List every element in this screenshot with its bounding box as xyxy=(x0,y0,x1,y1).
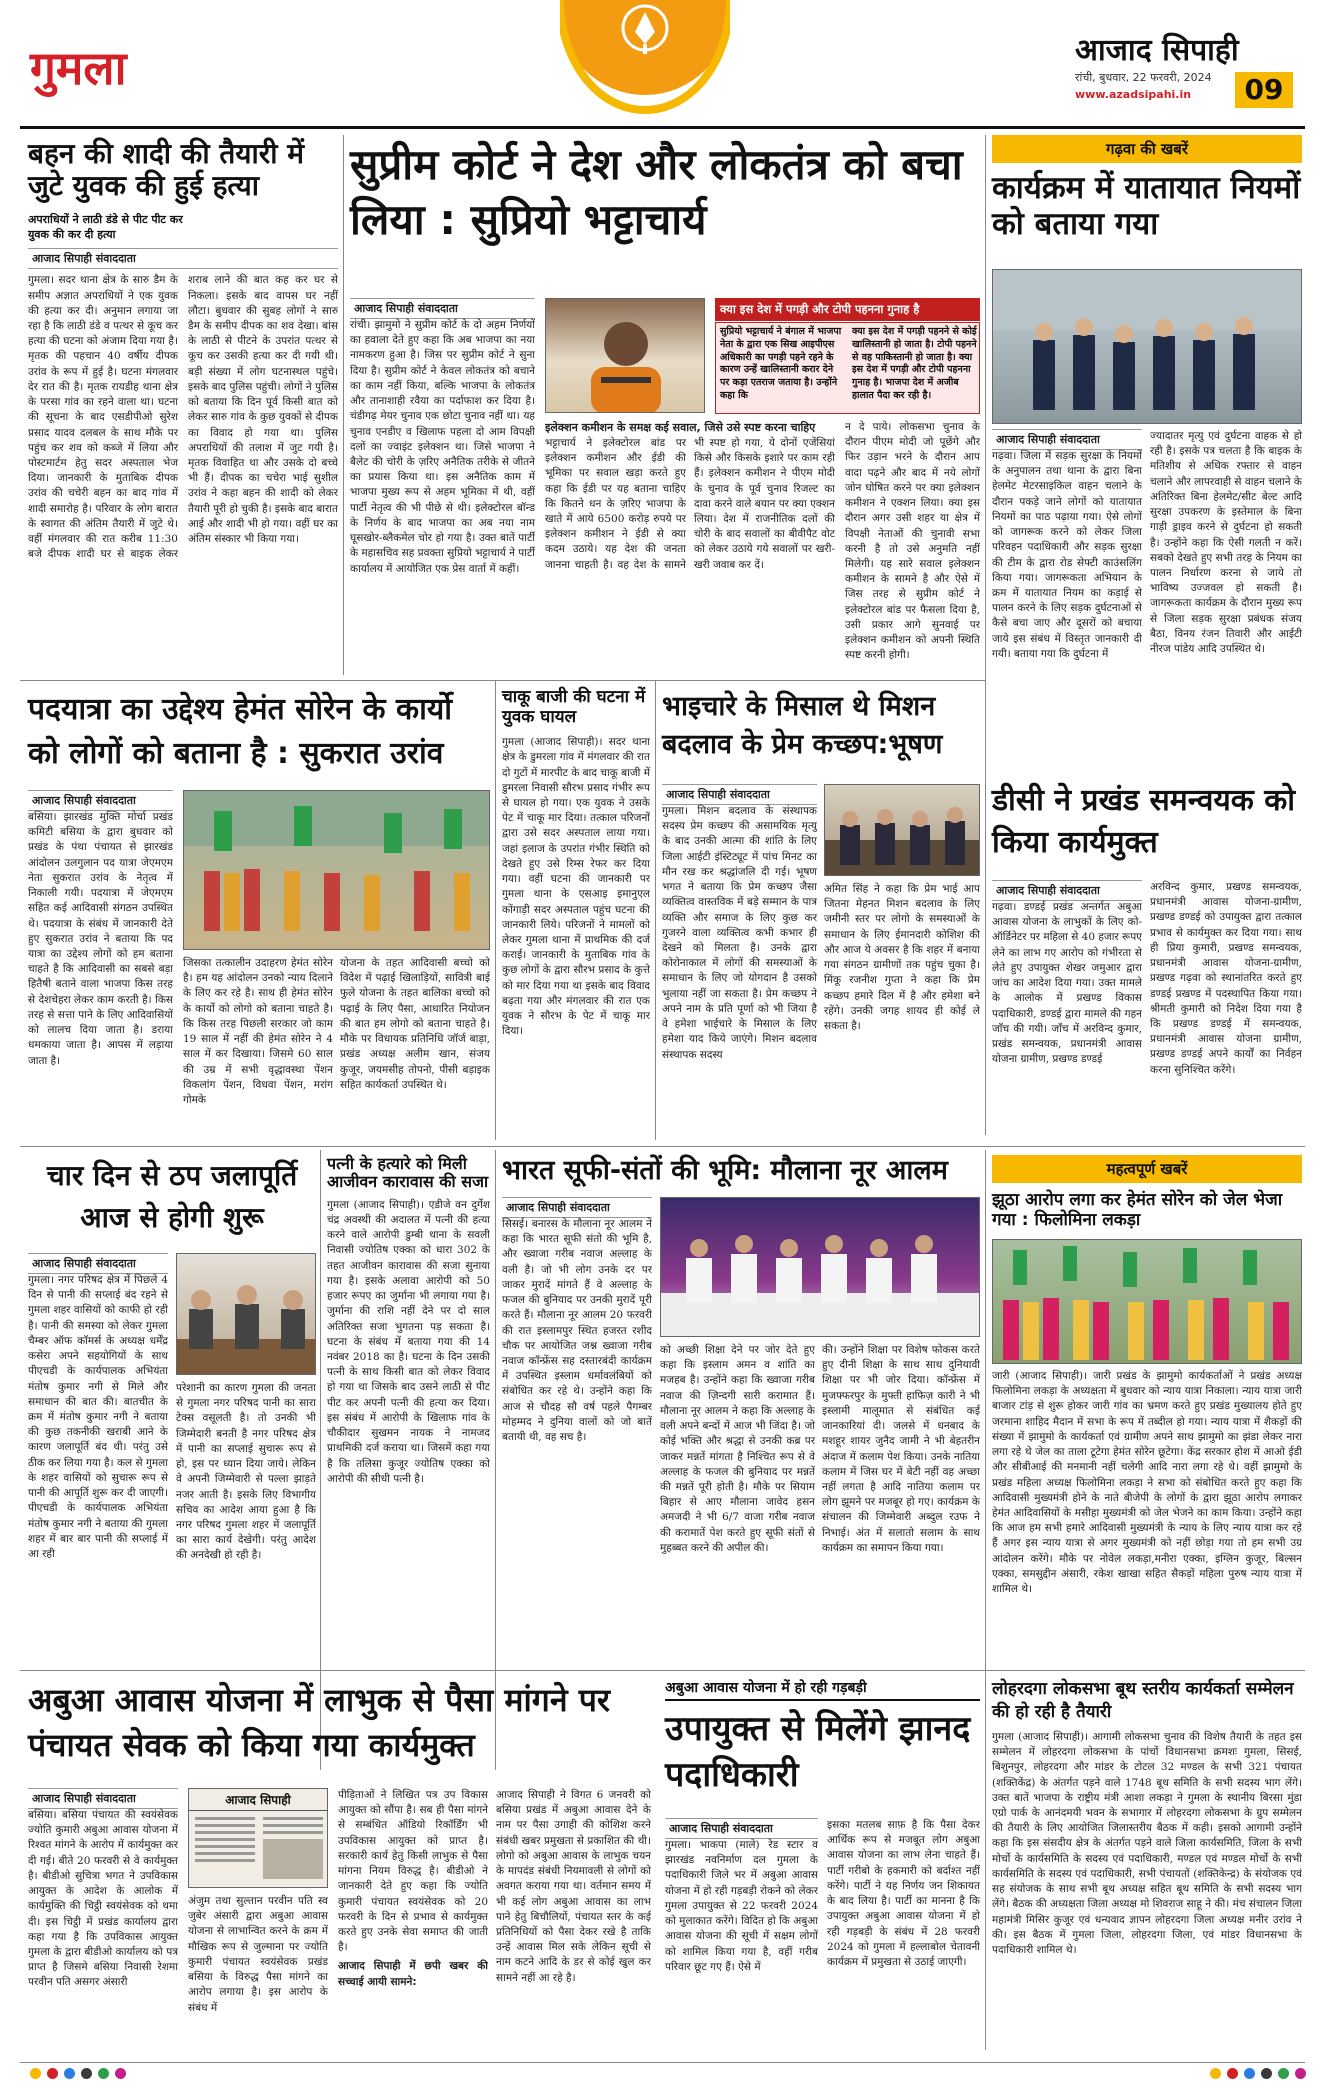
headline: झूठा आरोप लगा कर हेमंत सोरेन को जेल भेजा गया : फिलोमिना लकड़ा xyxy=(992,1190,1283,1230)
conference-photo xyxy=(660,1197,980,1337)
byline: आजाद सिपाही संवाददाता xyxy=(992,429,1142,450)
tribute-photo xyxy=(824,784,980,876)
article-body-2: जिसका तत्कालीन उदाहरण हेमंत सोरेन है। हम यह आंदोलन उनको न्याय दिलाने के लिए कर रहे है। साथ ही हेमंत सोरेन के कार्यो को लोगो को बताना चाहते है। कि किस तरह पिछली सरकार जो काम 19 साल में नहीं की हेमंत सोरेन ने 4 साल में कर दिखाया। जिसमे 60 साल की उम्र में सभी वृद्धावस्था पेंशन विकलांग पेंशन, विधवा पेंशन, मरांग गोमके xyxy=(183,957,333,1106)
article-body: गुमला (आजाद सिपाही)। सदर थाना क्षेत्र के डुमरला गांव में मंगलवार की रात दो गुटों में मारपीट के बाद चाकू बाजी में डुमरला निवासी सौरभ प्रसाद गंभीर रूप से घायल हो गया। एक युवक ने उसके पेट में चाकू मार दिया। तत्काल परिजनों द्वारा उसे सदर अस्पताल लाया गया। जहां इलाज के उपरांत गंभीर स्थिति को देखते हुए उसे रिम्स रेफर कर दिया गया। वहीं घटना की जानकारी पर गुमला थाना के एसआइ इमानुएल कोंगाड़ी सदर अस्पताल पहुंच घटना की जानकारी लिये। परिजनों ने मामलों को लेकर गुमला थाना में प्राथमिक की दर्ज कराई। जानकारी के मुताबिक गांव के कुछ लोगों के द्वारा सौरभ प्रसाद के कुत्ते को मार दिया गया था इसके बाद विवाद बढ़ता गया और मंगलवार की रात एक युवक ने सौरभ के पेट में चाकू मार दिया। xyxy=(502,736,650,1038)
byline: आजाद सिपाही संवाददाता xyxy=(28,248,338,269)
article-body: गुमला (आजाद सिपाही)। आगामी लोकसभा चुनाव की विशेष तैयारी के तहत इस सम्मेलन में लोहरदगा लोकसभा के पांचों विधानसभा क्रमशः गुमला, सिसई, बिशुनपुर, लोहरदगा और मांडर के टोटल 32 मण्डल के सभी 321 पंचायत (शक्तिकेंद्र) के अंतर्गत पड़ने वाले 1748 बूथ समिति के सभी सदस्य भाग लेंगे। उक्त बातें भाजपा के राष्ट्रीय मंत्री आशा लकड़ा ने गुमला के स्थानीय बिरसा मुंडा एग्रो पार्क के आनंदमयी भवन के सभागार में लोहरदगा लोकसभा के ग्रुप सम्मेलन की तैयारी के लिए आयोजित जिलास्तरीय बैठक में कही। इसको आगामी उन्होंने कहा कि इस संसदीय क्षेत्र के अंतर्गत पड़ने वाले जिला कार्यसमिति, जिला के सभी मोर्चो के कार्यसमिति के सदस्य एवं पदाधिकारी, मण्डल एवं मण्डल मोर्चो के सभी कार्यसमिति के सदस्य एवं पदाधिकारी, सभी पंचायतों (शक्तिकेन्द्र) के संयोजक एवं सह संयोजक के साथ सभी बूथ अध्यक्ष सहित बूथ समिति के सभी सदस्य भाग लेंगे। बैठक की अध्यक्षता जिला अध्यक्ष मो शिवराज साहू ने की। मंच संचालन जिला महामंत्री मिसिर कुजूर एवं धन्यवाद ज्ञापन लोहरदगा जिला अध्यक्ष मनीर उरांव ने की। इस बैठक में गुमला जिला, लोहरदगा जिला, एवं मांडर विधानसभा के पदाधिकारी शामिल थे। xyxy=(992,1730,1302,1956)
sub-headline: इलेक्शन कमीशन के समक्ष कई सवाल, जिसे उसे स्पष्ट करना चाहिए xyxy=(545,421,816,434)
article-body: जारी (आजाद सिपाही)। जारी प्रखंड के झामुमो कार्यकर्ताओं ने प्रखंड अध्यक्ष फिलोमिना लकड़ा के अध्यक्षता में बुधवार को न्याय यात्रा निकाला। न्याय यात्रा जारी बाजार टांड़ से शुरू होकर जारी गांव का भ्रमण करते हुए प्रखंड मुख्यालय होते हुए जरमाना शाहिद मैदान में सभा के रूप में तब्दील हो गया। न्याय यात्रा में शैकड़ों की संख्या में झामुमो के कार्यकर्ता एवं ग्रामीण अपने साथ झामुमो का झंडा लेकर नारा लगा रहे थे जेल का ताला टूटेगा हेमंत सोरेन छूटेगा। केंद्र सरकार होश में आओ ईडी और सीबीआई की मनमानी नहीं चलेगी आदि नारा लगा रहे थे। वहीं झामुमो के प्रखंड महिला अध्यक्ष फिलोमिना लकड़ा ने सभा को संबोधित करते हुए कहा कि आदिवासी मुख्यमंत्री होने के नाते बीजेपी के लोगों के द्वारा झूठा आरोप लगाकर हेमंत आदिवासियों के मसीहा मुख्यमंत्री को जेल भेजने का काम किया। उन्होंने कहा कि आज हम सभी हमारे आदिवासी मुख्यमंत्री के न्याय के लिए न्याय यात्रा कर रहे हैं अगर इस न्याय यात्रा से अगर मुख्यमंत्री को नहीं छोड़ा गया तो हम सभी उग्र आंदोलन करेंगे। मौके पर नोवेल लकड़ा,मनीरा एक्का, इग्लिन कुजूर, बिल्सन एक्का, समसुद्दीन अंसारी, रकेश खाखा सहित सैकड़ों महिला पुरुष न्याय यात्रा में शामिल थे। xyxy=(992,1370,1302,1596)
article-body-3 xyxy=(338,1788,488,2058)
masthead-pen-icon xyxy=(560,0,730,120)
meeting-photo xyxy=(176,1253,316,1375)
paper-name: आजाद सिपाही xyxy=(1075,33,1239,68)
headline: चार दिन से ठप जलापूर्ति आज से होगी शुरू xyxy=(46,1159,298,1234)
article-body-2: अरविन्द कुमार, प्रखण्ड समन्वयक, प्रधानमंत्री आवास योजना-ग्रामीण, प्रखण्ड डण्डई को उपायुक्त द्वारा तत्काल प्रभाव से कार्यमुक्त कर दिया गया। साथ ही प्रिया कुमारी, प्रखण्ड समन्वयक, प्रधानमंत्री आवास योजना-ग्रामीण, प्रखण्ड गढ़वा को स्थानांतरित करते हुए डण्डई प्रखण्ड में पदस्थापित किया गया। श्रीमती कुमारी को निदेश दिया गया है कि प्रखण्ड डण्डई में समन्वयक, प्रधानमंत्री आवास योजना ग्रामीण, प्रखण्ड डण्डई अपने कार्यों का निर्वहन करना सुनिश्चित करेंगे। xyxy=(1150,881,1302,1076)
article-body-3: योजना के तहत आदिवासी बच्चो को विदेश में पढ़ाई खिलाड़ियों, सावित्री बाई फुले योजना के तहत बालिका बच्चो को पढ़ाई के लिए पैसा, आधारित नियोजन की बात हम लोगो को बताना चाहते है। मौके पर विधायक प्रतिनिधि जॉर्ज बाड़ा, प्रखंड अध्यक्ष अलीम खान, संजय कुजूर, जयमसीह तोपनो, पीसी बड़ाइक सहित कार्यकर्ता उपस्थित थे। xyxy=(340,957,490,1091)
clip-title: आजाद सिपाही xyxy=(189,1789,327,1811)
headline: पत्नी के हत्यारे को मिली आजीवन कारावास की सजा xyxy=(327,1154,489,1192)
footer-dot xyxy=(98,2068,109,2079)
headline: पदयात्रा का उद्देश्य हेमंत सोरेन के कार्यो को लोगों को बताना है : सुकरात उरांव xyxy=(28,692,453,771)
byline: आजाद सिपाही संवाददाता xyxy=(350,298,535,319)
article-body: बसिया। बसिया पंचायत की स्वयंसेवक ज्योति कुमारी अबुआ आवास योजना में रिश्वत मांगने के आरोप में कार्यमुक्त कर दी गई। बीते 20 फरवरी से वे कार्यमुक्त है। बीडीओ सुचित्रा भगत ने उपविकास आयुक्त के आदेश के आलोक में कार्यमुक्ति की चिट्ठी स्वयंसेवक को थमा दी। इस चिट्ठी में प्रखंड कार्यालय द्वारा कहा गया है कि उपविकास आयुक्त गुमला के द्वारा बीडीओ कार्यालय को पत्र प्राप्त है जिसमे बसिया निवासी रेशमा परवीन पति असगर अंसारी xyxy=(28,1809,178,1989)
speaker-photo xyxy=(545,298,705,413)
article-12 xyxy=(28,1678,653,2058)
byline: आजाद सिपाही संवाददाता xyxy=(665,1818,818,1839)
article-10 xyxy=(502,1155,980,1665)
article-1 xyxy=(28,138,338,678)
masthead xyxy=(0,0,1325,128)
footer-dot xyxy=(1261,2068,1272,2079)
yatra-photo xyxy=(992,1239,1302,1364)
quote-right: क्या इस देश में पगड़ी पहनने से कोई खालिस्तानी हो जाता है। टोपी पहनने से वह पाकिस्तानी हो जाता है। क्या इस देश में पगड़ी और टोपी पहनना गुनाह है। भाजपा देश में अजीब हालात पैदा कर रही है। xyxy=(852,326,977,402)
newspaper-clipping xyxy=(188,1788,328,1888)
article-11 xyxy=(992,1155,1302,1665)
deck: अपराधियों ने लाठी डंडे से पीट पीट कर युवक की कर दी हत्या xyxy=(28,213,183,242)
article-body: गुमला (आजाद सिपाही)। एडीजे वन दुर्गेश चंद्र अवस्थी की अदालत में पत्नी की हत्या करने वाले आरोपी डुम्बी थाना के सवली निवासी ज्योतिष एक्का को धारा 302 के तहत आजीवन कारावास की सजा सुनाया गया है। इसके अलावा आरोपी को 50 हजार रूपए का जुर्माना भी लगाया गया है। जुर्माना की राशि नहीं देने पर दो साल अतिरिक्त सजा भुगतना पड़ सकता है। घटना के संबंध में बताया गया की 14 नवंबर 2018 का है। घटना के दिन उसकी पत्नी के साथ किसी बात को लेकर विवाद हो गया था जिसके बाद उसने लाठी से पीट पीट कर अपनी पत्नी की हत्या कर दिया। इस संबंध में आरोपी के खिलाफ गांव के चौकीदार सुखमन नायक ने नामजद प्राथमिकी दर्ज कराया था। जिसमें कहा गया है कि तलिसा कुजूर ज्योतिष एक्का को आरोपी की सीधी पत्नी है। xyxy=(327,1198,490,1485)
body-text: भट्टाचार्य ने इलेक्टोरल बांड पर इलेक्शन कमीशन और ईडी की भूमिका पर सवाल खड़ा करते हुए कहा कि ईडी पर यह बताना चाहिए कि कितने धन के ज़रिए भाजपा के खाते में आये 6500 करोड़ रुपये पर इलेक्शन कमीशन ने ईडी से क्या कदम उठाये। यह देश की जनता जानना चाहती है। वह देश के सामने भी स्पष्ट हो गया, ये दोनों एजेंसियां किसे और किसके इशारे पर काम रही हैं। इलेक्शन कमीशन ने पीएम मोदी के चुनाव के पूर्व चुनाव रिजल्ट का दावा करने वाले बयान पर क्या एक्शन लिया। देश में राजनीतिक दलों की चोरी के बाद सवालों का बीवीपैट वोट को लेकर उठाये गये सवालों पर खरी-खरी जवाब कर दें। xyxy=(545,436,835,571)
box-title: क्या इस देश में पगड़ी और टोपी पहनना गुनाह है xyxy=(715,298,980,321)
byline: आजाद सिपाही संवाददाता xyxy=(28,790,173,811)
article-body: रांची। झामुमो ने सुप्रीम कोर्ट के दो अहम निर्णयों का हवाला देते हुए कहा कि अब भाजपा का नया नामकरण हुआ है। जिस पर सुप्रीम कोर्ट ने सुना दिया है। सुप्रीम कोर्ट ने केवल लोकतंत्र को बचाने का काम नहीं किया, बल्कि भाजपा के लोकतंत्र और तानाशाही रवैया का पर्दाफाश कर दिया है। चंडीगढ़ मेयर चुनाव एक छोटा चुनाव नहीं था। यह चुनाव एनडीए व खिलाफ पहला दो आम विपक्षी दलों का ज्वाइंट इलेक्शन था। जिसे भाजपा ने बैलेट की चोरी के ज़रिए अनैतिक तरीके से जीतने का प्रयास किया था। इस अनैतिक काम में भाजपा मुख्य रूप से अहम भूमिका में थी, वहीं पार्टी नेतृत्व की भी पीछे से थी। इलेक्टोरल बॉन्ड के निर्णय के बाद भाजपा का अब नया नाम घूसखोर-ब्लैकमेल चोर हो गया है। उक्त बातें पार्टी के महासचिव सह प्रवक्ता सुप्रियो भट्टाचार्य ने पार्टी कार्यालय में आयोजित एक प्रेस वार्ता में कहीं। xyxy=(350,319,535,575)
footer-dots xyxy=(30,2068,126,2082)
headline: भारत सूफी-संतों की भूमि: मौलाना नूर आलम xyxy=(502,1155,948,1186)
rally-photo xyxy=(183,790,490,950)
headline: बहन की शादी की तैयारी में जुटे युवक की हुई हत्या xyxy=(28,137,304,203)
headline: लोहरदगा लोकसभा बूथ स्तरीय कार्यकर्ता सम्मेलन की हो रही है तैयारी xyxy=(992,1679,1294,1722)
byline: आजाद सिपाही संवाददाता xyxy=(662,784,817,805)
article-body: बसिया। झारखंड मुक्ति मोर्चा प्रखंड कमिटी बसिया के द्वारा बुधवार को प्रखंड के पंथा पंचायत से झारखंड आंदोलन उलगुलान पद यात्रा जेएमएम नेता सुकरात उरांव के नेतृत्व में निकाली गयी। पदयात्रा में जेएमएम सहित कई आदिवासी संगठन उपस्थित थे। पदयात्रा के संबंध में जानकारी देते हुए सुकरात उरांव ने बताया कि पद यात्रा का उद्देश्य लोगों को हम बताना चाहते है कि आदिवासी का सबसे बड़ा हितैषी बताने वाला भाजपा किस तरह से देशचेहरा लेकर काम करती है। किस तरह से सत्ता पाने के लिए आदिवासियों को लालच दिया जाता है। डराया धमकाया जाता है। आपस में लड़ाया जाता है। xyxy=(28,811,173,1067)
article-9 xyxy=(327,1155,490,1665)
footer-dot xyxy=(1210,2068,1221,2079)
article-6 xyxy=(662,688,980,1143)
article-body: गुमला। नगर परिषद क्षेत्र में पिछले 4 दिन से पानी की सप्लाई बंद रहने से गुमला शहर वासियों को काफी हो रही है। पानी की समस्या को लेकर गुमला चैम्बर ऑफ कॉमर्स के अध्यक्ष धर्मेंद्र कसेरा अपने सहयोगियों के साथ पीएचडी के कार्यपालक अभियंता मंतोष कुमार नगी से मिले और समाधान की बात की। बातचीत के क्रम में मंतोष कुमार नगी ने बताया की कुछ तकनीकी खराबी आने के कारण जलापूर्ति बंद थी। परंतु उसे ठीक कर लिया गया है। कल से गुमला के शहर वासियों को सुचारू रूप से पानी की आपूर्ति शुरू कर दी जाएगी। पीएचडी के कार्यपालक अभियंता मंतोष कुमार नगी ने बताया की गुमला शहर में बार बार पानी की सप्लाई में आ रही xyxy=(28,1274,168,1560)
article-body: गुमला। सदर थाना क्षेत्र के सारु डैम के समीप अज्ञात अपराधियों ने एक युवक की हत्या कर दी। अनुमान लगाया जा रहा है कि लाठी डंडे व पत्थर से कूच कर हत्या की घटना को अंजाम दिया गया है। मृतक की पहचान 40 वर्षीय दीपक उरांव के रूप में हुई है। घटना मंगलवार देर रात की है। मृतक रायडीह थाना क्षेत्र के परसा गांव का रहने वाला था। घटना की सूचना के बाद एसडीपीओ सुरेश प्रसाद यादव दलबल के साथ मौके पर पहुंच कर शव को कब्जे में लिया और पोस्टमार्टम हेतु सदर अस्पताल भेज दिया। जानकारी के मुताबिक दीपक उरांव की चचेरी बहन का बाद गांव में शादी समारोह है। परिवार के लोग बारात के स्वागत की अंतिम तैयारी में जुटे थे। वहीं मंगलवार की रात करीब 11:30 बजे दीपक शादी घर से बाइक लेकर शराब लाने की बात कह कर घर से निकला। इसके बाद वापस घर नहीं लौटा। बुधवार की सुबह लोगों ने सारु डैम के समीप दीपक का शव देखा। बांस के लाठी से पीटने के उपरांत पत्थर से कूच कर उसकी हत्या कर दी गयी थी। बड़ी संख्या में लोग घटनास्थल पहुंचे। इसके बाद पुलिस पहुंची। लोगों ने पुलिस को बताया कि दिन पूर्व किसी बात को लेकर सारु गांव के कुछ युवकों से दीपक का विवाद हो गया था। पुलिस अपराधियों की तलाश में जुट गयी है। मृतक विवाहित था और उसके दो बच्चे भी हैं। दीपक का चचेरा भाई सुशील उरांव ने कहा बहन की शादी को लेकर तैयारी पूरी हो चुकी है। इसके बाद बारात आई और शादी भी हो गया। वहीं घर का अंतिम संस्कार भी किया गया। xyxy=(28,274,338,561)
footer-dot xyxy=(47,2068,58,2079)
kicker: अबुआ आवास योजना में हो रही गड़बड़ी xyxy=(665,1678,980,1701)
dateline: रांची, बुधवार, 22 फरवरी, 2024 xyxy=(1075,71,1212,84)
byline: आजाद सिपाही संवाददाता xyxy=(992,880,1142,901)
article-2 xyxy=(350,138,980,678)
article-3 xyxy=(992,135,1302,775)
footer-dot xyxy=(1295,2068,1306,2079)
article-4 xyxy=(28,688,490,1143)
footer-dot xyxy=(1227,2068,1238,2079)
quote-left: सुप्रियो भट्टाचार्य ने बंगाल में भाजपा नेता के द्वारा एक सिख आइपीएस अधिकारी का पगड़ी पहने रहने के कारण उन्हें खालिस्तानी करार देने पर कड़ा एतराज जताया है। उन्होंने कहा कि xyxy=(720,326,842,402)
article-body-2: परेशानी का कारण गुमला की जनता से गुमला नगर परिषद पानी का सारा टेक्स वसूलती है। तो उनकी भी जिम्मेदारी बनती है नगर परिषद क्षेत्र में पानी का सप्लाई सुचारू रूप से हो, इस पर ध्यान दिया जाये। लेकिन वे अपनी जिम्मेवारी से पल्ला झाड़ते नजर आती है। इसके लिए विभागीय सचिव का आदेश आया हुआ है कि नगर परिषद गुमला शहर में जलापूर्ति का सारा कार्य देखेगी। परंतु आदेश की अनदेखी हो रही है। xyxy=(176,1382,316,1562)
article-body-2: को अच्छी शिक्षा देने पर जोर देते हुए कहा कि इस्लाम अमन व शांति का मजहब है। उन्होंने कहा कि ख्वाजा गरीब नवाज की ज़िन्दगी सारी करामात हैं। मौलाना नूर आलम ने कहा कि अल्लाह के वली अपने बन्दों में आज भी जिंदा है। जो कोई भक्ति और श्रद्धा से उनकी कब्र पर जाकर मन्नतें मांगता है निश्चित रूप से वे अल्लाह के फजल की बुनियाद पर मन्नतें की मन्नतें पूरी होती है। मौके पर सियाम बिहार से आए मौलाना जावेद हसन अमजदी ने भी 6/7 वाजा गरीब नवाज की करामातें पेश करते हुए सूफी संतों से मुहब्बत करने की अपील की। xyxy=(660,1344,815,1554)
article-body-2: अंजुम तथा सुल्तान परवीन पति स्व जुबेर अंसारी द्वारा अबुआ आवास योजना से लाभान्वित करने के क्रम में मौखिक रूप से जुल्माना पर ज्योति कुमारी पंचायत स्वयंसेवक प्रखंड बसिया के विरुद्ध पैसा मांगने का आरोप लगाया है। इस आरोप के संबंध में xyxy=(188,1895,328,2014)
footer-dots-right xyxy=(1210,2068,1306,2082)
headline: अबुआ आवास योजना में लाभुक से पैसा मांगने पर पंचायत सेवक को किया गया कार्यमुक्त xyxy=(28,1681,610,1764)
headline: सुप्रीम कोर्ट ने देश और लोकतंत्र को बचा लिया : सुप्रियो भट्टाचार्य xyxy=(350,140,963,244)
footer-dot xyxy=(1244,2068,1255,2079)
article-body-3: की। उन्होंने शिक्षा पर विशेष फोकस करते हुए दीनी शिक्षा के साथ साथ दुनियावी शिक्षा पर भी जोर दिया। कॉन्फ्रेंस में मुजफ्फरपुर के मुफ्ती हाफिज़ कारी ने भी इस्लामी मालूमात से संबंधित कई जानकारियां दी। जलसे में धनबाद के मशहूर शायर जुनैद जामी ने भी बेहतरीन अंदाज में कलाम पेश किया। उनके नातिया कलाम में जिस घर में बेटी नहीं वह अच्छा नहीं लगता है आदि नातिया कलाम पर लोग झूमने पर मजबूर हो गए। कार्यक्रम के संचालन की जिम्मेवारी अब्दुल रउफ ने निभाई। अंत में सलातो सलाम के साथ कार्यक्रम का समापन किया गया। xyxy=(822,1344,980,1554)
section-banner: महत्वपूर्ण खबरें xyxy=(992,1155,1302,1183)
article-body: गढ़वा। डण्डई प्रखंड अन्तर्गत अबुआ आवास योजना के लाभुकों के लिए को-ऑर्डिनेटर पर महिला से 40 हजार रूपए लेने का लाभ गए आरोप को गंभीरता से लेते हुए उपायुक्त शेखर जमुआर द्वारा जांच का आदेश दिया गया। उक्त मामले के आलोक में प्रखण्ड विकास पदाधिकारी, डण्डई द्वारा मामले की गहन जाँच की गयी। जाँच में अरविन्द कुमार, प्रखंड समन्वयक, प्रधानमंत्री आवास योजना ग्रामीण, प्रखण्ड डण्डई xyxy=(992,901,1142,1066)
headline: भाइचारे के मिसाल थे मिशन बदलाव के प्रेम कच्छप:भूषण xyxy=(662,691,943,760)
page-number: 09 xyxy=(1235,72,1293,108)
article-body-2: अमित सिंह ने कहा कि प्रेम भाई आप जितना मेहनत मिशन बदलाव के लिए जमीनी स्तर पर लोगो के समस्याओं के समाधान के लिए ईमानदारी कोशिश की और आज ये अवसर है कि शहर में बनाया गया संगठन ग्रामीणों तक पहुंच चुका है। मिंकू रजनीश गुप्ता ने कहा कि प्रेम कच्छप हमारे दिल में है और हमेशा बने रहेंगे। उनकी जगह शायद ही कोई ले सकता है। xyxy=(824,883,980,1032)
body-text: पीड़िताओं ने लिखित पत्र उप विकास आयुक्त को सौंपा है। सब ही पैसा मांगने से सम्बंधित ऑडियो रिकॉर्डिंग भी उपविकास आयुक्त को प्राप्त है। सरकारी कार्य हेतु किसी लाभुक से पैसा मांगना नियम विरुद्ध है। बीडीओ ने जानकारी देते हुए कहा कि ज्योति कुमारी पंचायत स्वयंसेवक को 20 फरवरी के दिन से प्रभाव से कार्यमुक्त करते हुए उनके सेवा समाप्त की जाती है। xyxy=(338,1789,488,1954)
article-body: सिसई। बनारस के मौलाना नूर आलम ने कहा कि भारत सूफी संतो की भूमि है, और ख्वाजा गरीब नवाज अल्लाह के वली है। जो भी लोग उनके दर पर जाकर मुरादें मांगते हैं वे अल्लाह के फजल की बुनियाद पर उनकी मुरादें पूरी करते हैं। मौलाना नूर आलम 20 फरवरी की रात इस्लामपुर स्थित हजरत रशीद चौक पर आयोजित जश्न ख्वाजा गरीब नवाज कॉन्फ्रेंस सह दस्तारबंदी कार्यक्रम में उपस्थित इस्लाम धर्मावलंबियों को संबोधित कर रहे थे। उन्होंने कहा कि आज से चौदह सौ वर्ष पहले पैगम्बर मोहम्मद ने दुनिया वालों को जो बातें बतायी थी, वह सच है। xyxy=(502,1218,652,1444)
article-13 xyxy=(665,1678,980,2058)
article-body: गढ़वा। जिला में सड़क सुरक्षा के नियमों के अनुपालन तथा थाना के द्वारा बिना हेलमेट मेटरसाइकिल वाहन चलाने के दौरान पकड़े जाने लोगों को यातायात नियमों का पाठ पढ़ाया गया। ऐसे लोगों को जागरूक करने को लेकर जिला परिवहन पदाधिकारी और सड़क सुरक्षा की टीम के द्वारा रोड सेफ्टी काउंसलिंग किया गया। जागरूकता अभियान के क्रम में यातायात नियम का कड़ाई से पालन करने के लिए सड़क दुर्घटनाओं से कैसे बचा जाए और दूसरों को बचाया जाये इस संबंध में विस्तृत जानकारी दी गयी। बताया गया कि दुर्घटना में xyxy=(992,450,1142,660)
event-photo xyxy=(992,269,1302,424)
section-title: गुमला xyxy=(30,41,127,95)
article-body: गुमला। भाकपा (माले) रेड स्टार व झारखंड नवनिर्माण दल गुमला के पदाधिकारी जिले भर में अबुआ आवास योजना में हो रही गड़बड़ी रोकने को लेकर गुमला उपायुक्त से 22 फरवरी 2024 को मुलाकात करेंगे। विदित हो कि अबुआ आवास योजना की सूची में सक्षम लोगों को शामिल किया गया है, वहीं गरीब परिवार छूट गए हैं। ऐसे में xyxy=(665,1839,818,1973)
article-body-2: ज्यादातर मृत्यु एवं दुर्घटना वाहक से हो रही है। इसके पत्र चलता है कि बाइक के मतिशीय से अधिक रफ्तार से वाहन चलाने और लापरवाही से वाहन चलाने के अतिरिक्त बिना हेलमेट/सीट बेल्ट आदि सुरक्षा उपकरण के इस्तेमाल के बिना गाड़ी ड्राइव करने से दुर्घटना हो सकती है। उन्होंने कहा कि ऐसी गलती न करें। सबको देखते हुए सभी तरह के नियम का पालन निर्धारण करना से जाये तो भाविष्य उज्जवल हो सकती है। जागरूकता कार्यक्रम के दौरान मुख्य रूप से जिला सड़क सुरक्षा प्रबंधक संजय बैठा, विनय रंजन तिवारी और आईटी नीरज पांडेय आदि उपस्थित थे। xyxy=(1150,430,1302,656)
inset-caption: आजाद सिपाही में छपी खबर की सच्चाई आयी सामने: xyxy=(338,1960,488,1988)
headline: कार्यक्रम में यातायात नियमों को बताया गया xyxy=(992,170,1301,242)
article-body-3: न दे पाये। लोकसभा चुनाव के दौरान पीएम मोदी जो पूछेंगे और फिर उड़ान भरने के दौरान आप वादा पढ़ने और बाद में नये लोगों जोन घोषित करने पर क्या इलेक्शन कमीशन ने एक्शन लिया। क्या इस दौरान अगर उसी शहर या क्षेत्र में विपक्षी नेताओं की चुनावी सभा करनी है तो उसे अनुमति नहीं मिलेगी। यह सारे सवाल इलेक्शन कमीशन के सामने है और ऐसे में जिस तरह से सुप्रीम कोर्ट ने इलेक्टोरल बांड पर फैसला दिया है, उसी प्रकार आगे सुनवाई पर इलेक्शन कमीशन को अपनी स्थिति स्पष्ट करनी होगी। xyxy=(845,421,980,662)
headline: डीसी ने प्रखंड समन्वयक को किया कार्यमुक्त xyxy=(992,783,1296,860)
article-14 xyxy=(992,1678,1302,2058)
byline: आजाद सिपाही संवाददाता xyxy=(28,1253,168,1274)
headline: उपायुक्त से मिलेंगे झानद पदाधिकारी xyxy=(665,1709,971,1795)
headline: चाकू बाजी की घटना में युवक घायल xyxy=(502,687,646,727)
article-body: गुमला। मिशन बदलाव के संस्थापक सदस्य प्रेम कच्छप की असामयिक मृत्यु के बाद उनकी आत्मा की शांति के लिए जिला आईटी इंस्टिट्यूट में पांच मिनट का मौन रख कर श्रद्धांजलि दी गई। भूषण भगत ने बताया कि प्रेम कच्छप जैसा व्यक्तित्व वास्तविक में बड़े सम्मान के पात्र व्यक्ति और समाज के लिए कुछ कर गुजरने वाला व्यक्तित्व कभी कभार ही देखने को मिलता है। उनके द्वारा कोरोनाकाल में लोगों की समस्याओं के समाधान के लिए जो योगदान है उसको भुलाया नहीं जा सकता है। प्रेम कच्छप ने अपने नाम के प्रति पूर्णा को भी जिया है वे हमेशा भाईचारे के मिसाल के लिए हमेशा याद किये जाएंगे। मिशन बदलाव संस्थापक सदस्य xyxy=(662,805,817,1061)
footer-dot xyxy=(115,2068,126,2079)
footer-dot xyxy=(81,2068,92,2079)
article-7 xyxy=(992,780,1302,1140)
quote-box xyxy=(715,322,980,414)
byline: आजाद सिपाही संवाददाता xyxy=(502,1197,652,1218)
footer-dot xyxy=(64,2068,75,2079)
footer-dot xyxy=(30,2068,41,2079)
footer-dot xyxy=(1278,2068,1289,2079)
website: www.azadsipahi.in xyxy=(1075,88,1192,101)
article-body-2 xyxy=(545,420,835,670)
article-body-2: इसका मतलब साफ़ है कि पैसा देकर आर्थिक रूप से मजबूत लोग अबुआ आवास योजना का लाभ लेना चाहते हैं। पार्टी गरीबो के हकमारी को बर्दाश्त नहीं करेंगे। पार्टी ने यह निर्णय जन शिकायत के बाद लिया है। पार्टी का मानना है कि उपायुक्त अबुआ आवास योजना में हो रही गड़बड़ी के संबंध में 28 फरवरी 2024 को गुमला में हल्लाबोल चेतावनी कार्यक्रम में प्रमुखता से उठाई जाएगी। xyxy=(827,1819,980,1968)
section-banner: गढ़वा की खबरें xyxy=(992,135,1302,163)
inset-text: आजाद सिपाही ने विगत 6 जनवरी को बसिया प्रखंड में अबुआ आवास देने के नाम पर पैसा उगाही की कोशिश करने संबंधी खबर प्रमुखता से प्रकाशित की थी। लोगो को अबुआ आवास के लाभुक चयन के मापदंड संबंधी नियमावली से लोगों को अवगत कराया गया था। वर्तमान समय में भी कई लोग अबुआ आवास का लाभ पाने हेतु बिचौलियों, पंचायत स्तर के कई प्रतिनिधियों को पैसा देकर रखे है ताकि उन्हें आवास मिल सके लेकिन सूची से नाम कटने आदि के डर से कोई खुल कर सामने नहीं आ रहे है। xyxy=(496,1789,651,1984)
byline: आजाद सिपाही संवाददाता xyxy=(28,1788,178,1809)
article-5 xyxy=(502,688,650,1143)
